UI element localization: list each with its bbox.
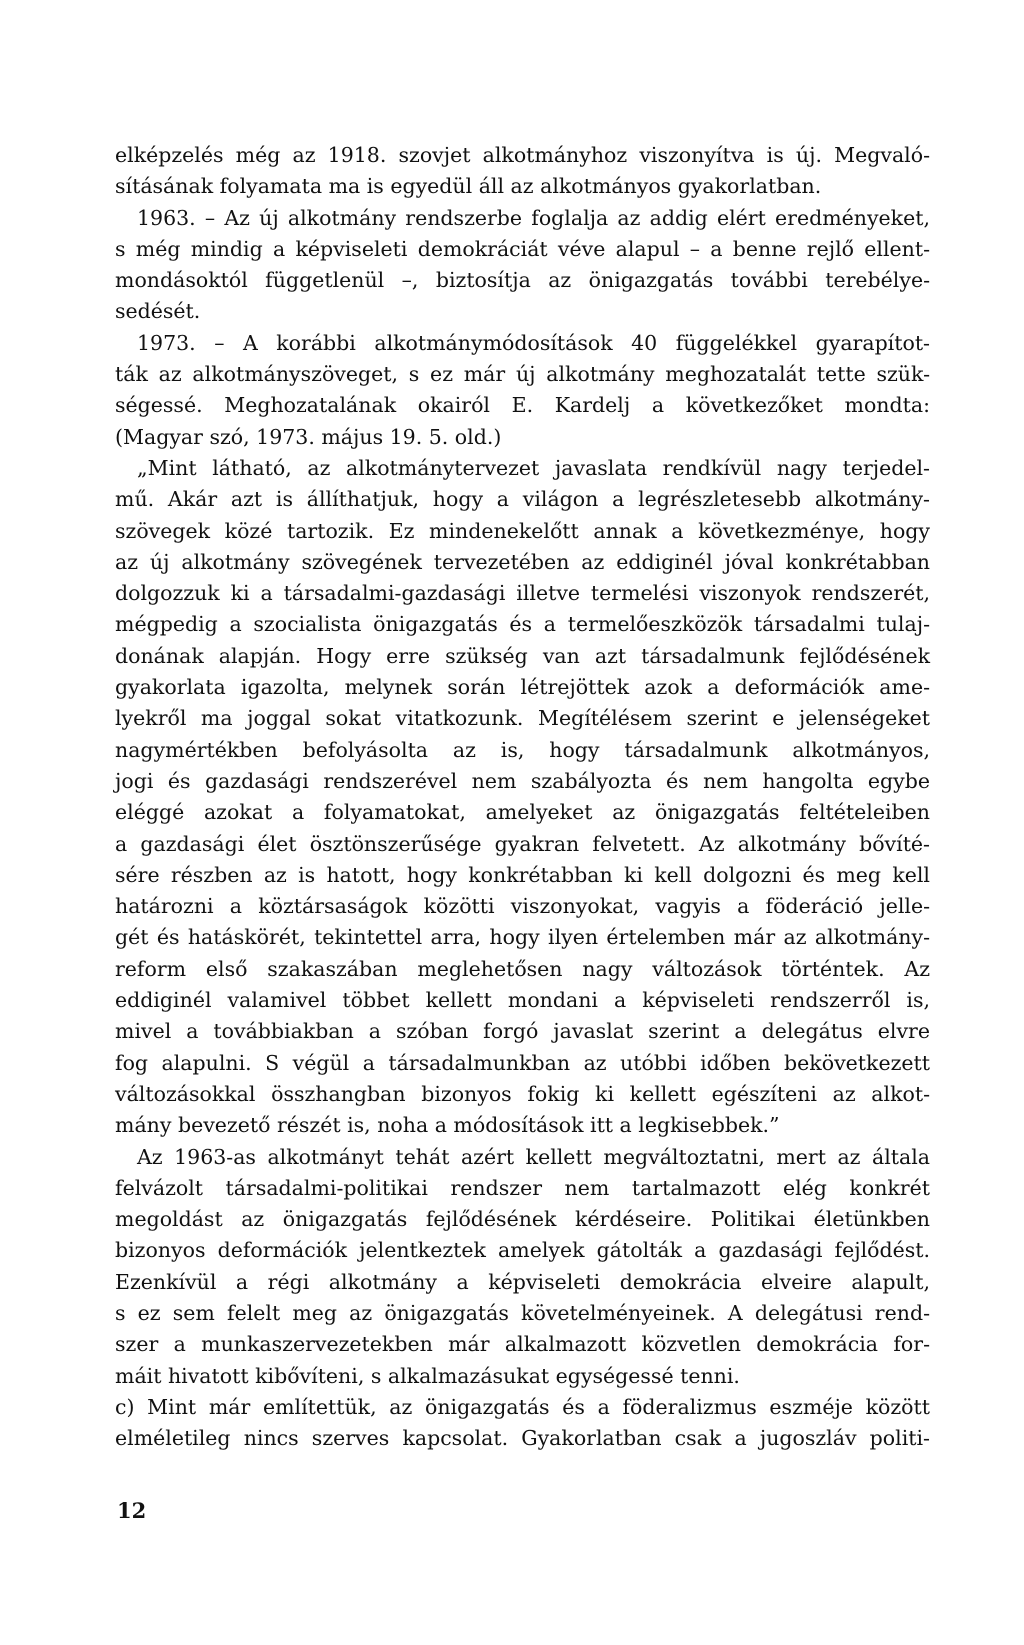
body-text [115,140,930,1454]
text-line: s még mindig a képviseleti demokráciát véve alapul – a benne rejlő ellent- [115,236,930,261]
text-line: jogi és gazdasági rendszerével nem szabályozta és nem hangolta egybe [115,768,930,793]
text-line: Az 1963-as alkotmányt tehát azért kellett megváltoztatni, mert az általa [137,1144,930,1169]
text-line: mégpedig a szocialista önigazgatás és a termelőeszközök társadalmi tulaj- [115,612,930,637]
text-line: felvázolt társadalmi-politikai rendszer nem tartalmazott elég konkrét [115,1175,930,1200]
text-line: ségessé. Meghozatalának okairól E. Kardelj a következőket mondta: [115,393,930,418]
text-line: sításának folyamata ma is egyedül áll az alkotmányos gyakorlatban. [115,174,822,199]
text-line: elképzelés még az 1918. szovjet alkotmányhoz viszonyítva is új. Megvaló- [115,143,930,167]
text-line: nagymértékben befolyásolta az is, hogy társadalmunk alkotmányos, [115,737,930,762]
text-line: s ez sem felelt meg az önigazgatás követelményeinek. A delegátusi rend- [115,1300,930,1325]
text-line: 1963. – Az új alkotmány rendszerbe foglalja az addig elért eredményeket, [137,205,930,230]
text-line: elméletileg nincs szerves kapcsolat. Gyakorlatban csak a jugoszláv politi- [115,1426,930,1451]
text-line: reform első szakaszában meglehetősen nagy változások történtek. Az [115,956,930,981]
text-line: mondásoktól függetlenül –, biztosítja az önigazgatás további terebélye- [115,268,930,293]
text-line: lyekről ma joggal sokat vitatkozunk. Megítélésem szerint e jelenségeket [115,706,930,731]
text-line: határozni a köztársaságok közötti viszonyokat, vagyis a föderáció jelle- [115,894,930,919]
text-line: sedését. [115,299,201,324]
text-line: Ezenkívül a régi alkotmány a képviseleti demokrácia elveire alapult, [115,1269,930,1294]
text-line: szövegek közé tartozik. Ez mindenekelőtt annak a következménye, hogy [115,518,930,543]
text-line: a gazdasági élet ösztönszerűsége gyakran felvetett. Az alkotmány bővíté- [115,831,930,856]
text-line: bizonyos deformációk jelentkeztek amelyek gátolták a gazdasági fejlődést. [115,1238,930,1263]
text-line: „Mint látható, az alkotmánytervezet javaslata rendkívül nagy terjedel- [137,455,930,480]
text-line: szer a munkaszervezetekben már alkalmazott közvetlen demokrácia for- [115,1332,930,1357]
text-line: dolgozzuk ki a társadalmi-gazdasági illetve termelési viszonyok rendszerét, [115,581,930,606]
text-line: 1973. – A korábbi alkotmánymódosítások 40 függelékkel gyarapítot- [137,330,930,355]
text-line: eléggé azokat a folyamatokat, amelyeket az önigazgatás feltételeiben [115,800,930,825]
text-line: az új alkotmány szövegének tervezetében az eddiginél jóval konkrétabban [115,549,930,574]
text-line: c) Mint már említettük, az önigazgatás és a föderalizmus eszméje között [115,1394,930,1419]
text-line: fog alapulni. S végül a társadalmunkban az utóbbi időben bekövetkezett [115,1050,930,1075]
page-number: 12 [117,1498,147,1523]
text-line: donának alapján. Hogy erre szükség van azt társadalmunk fejlődésének [115,643,930,668]
text-line: mivel a továbbiakban a szóban forgó javaslat szerint a delegátus elvre [115,1019,930,1044]
text-line: változásokkal összhangban bizonyos fokig ki kellett egészíteni az alkot- [115,1081,930,1106]
text-line: gét és hatáskörét, tekintettel arra, hogy ilyen értelemben már az alkotmány- [115,925,930,950]
text-line: (Magyar szó, 1973. május 19. 5. old.) [115,424,502,449]
text-line: mű. Akár azt is állíthatjuk, hogy a világon a legrészletesebb alkotmány- [115,487,930,512]
text-line: gyakorlata igazolta, melynek során létrejöttek azok a deformációk ame- [115,675,930,700]
text-line: sére részben az is hatott, hogy konkrétabban ki kell dolgozni és meg kell [115,862,930,887]
text-line: máit hivatott kibővíteni, s alkalmazásukat egységessé tenni. [115,1363,740,1388]
text-line: eddiginél valamivel többet kellett mondani a képviseleti rendszerről is, [115,988,930,1013]
text-line: ták az alkotmányszöveget, s ez már új alkotmány meghozatalát tette szük- [115,362,930,387]
text-line: megoldást az önigazgatás fejlődésének kérdéseire. Politikai életünkben [115,1207,930,1232]
text-line: mány bevezető részét is, noha a módosítások itt a legkisebbek.” [115,1113,780,1138]
